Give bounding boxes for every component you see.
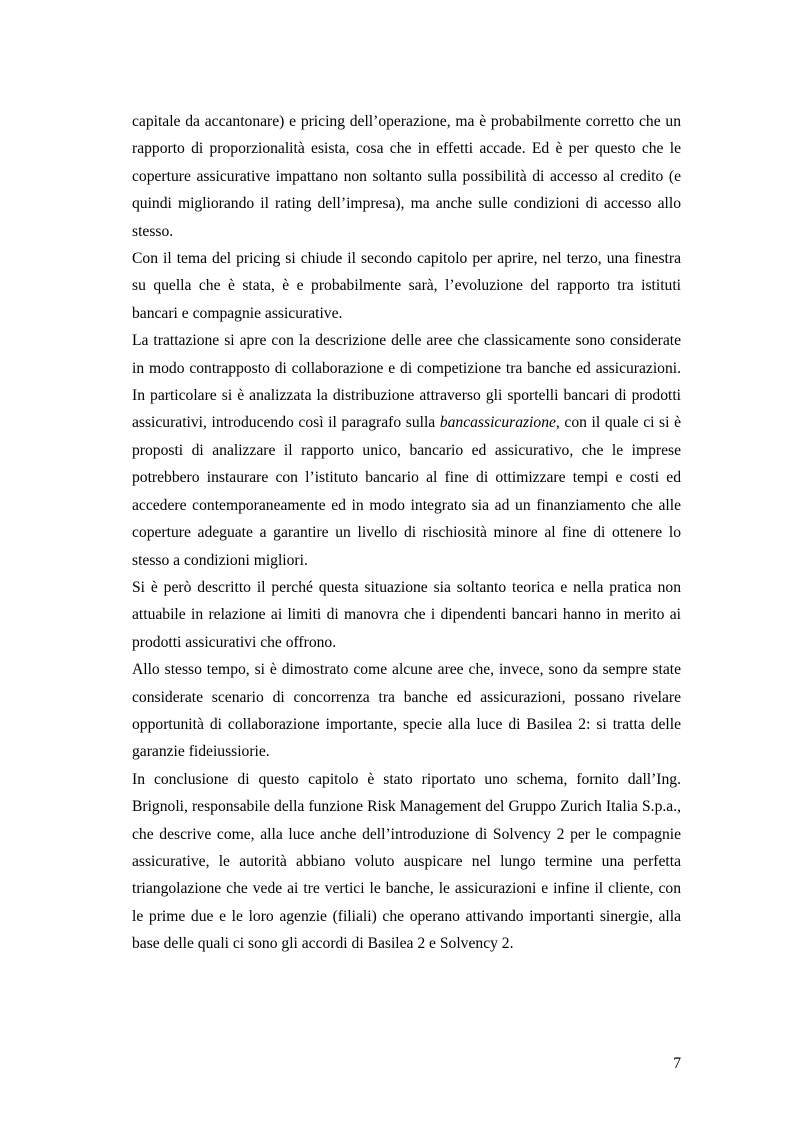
paragraph-2: Con il tema del pricing si chiude il secondo capitolo per aprire, nel terzo, una finestra su quella che è stata, è e probabilmente sarà, l’evoluzione del rapporto tra istituti bancari e compagnie assicurative. <box>132 250 681 322</box>
paragraph-4: Si è però descritto il perché questa situazione sia soltanto teorica e nella pratica non attuabile in relazione ai limiti di manovra che i dipendenti bancari hanno in merito ai prodotti assicurativi che offrono. <box>132 578 681 651</box>
paragraph-3-emphasis: bancassicurazione <box>439 414 556 432</box>
paragraph-3-part-2: , con il quale ci si è proposti di analizzare il rapporto unico, bancario ed assicurativo, che le imprese potrebbero instaurare con l’istituto bancario al fine di ottimizzare tempi e costi ed accedere contemporaneamente ed in modo integrato sia ad un finanziamento che alle coperture adeguate a garantire un livello di rischiosità minore al fine di ottenere lo stesso a condizioni migliori. <box>132 414 681 569</box>
paragraph-5: Allo stesso tempo, si è dimostrato come alcune aree che, invece, sono da sempre state considerate scenario di concorrenza tra banche ed assicurazioni, possano rivelare opportunità di collaborazione importante, specie alla luce di Basilea 2: si tratta delle garanzie fideiussiorie. <box>132 661 681 761</box>
page-number: 7 <box>673 1055 681 1072</box>
paragraph-6: In conclusione di questo capitolo è stato riportato uno schema, fornito dall’Ing. Brignoli, responsabile della funzione Risk Management del Gruppo Zurich Italia S.p.a., che descrive come, alla luce anche dell’introduzione di Solvency 2 per le compagnie assicurative, le autorità abbiano voluto auspicare nel lungo termine una perfetta triangolazione che vede ai tre vertici le banche, le assicurazioni e infine il cliente, con le prime due e le loro agenzie (filiali) che operano attivando importanti sinergie, alla base delle quali ci sono gli accordi di Basilea 2 e Solvency 2. <box>132 770 681 953</box>
paragraph-3 <box>132 327 681 574</box>
body-text <box>132 108 681 958</box>
paragraph-3-part-1: La trattazione si apre con la descrizione delle aree che classicamente sono considerate in modo contrapposto di collaborazione e di competizione tra banche ed assicurazioni. In particolare si è analizzata la distribuzione attraverso gli sportelli bancari di prodotti assicurativi, introducendo così il paragrafo sulla <box>132 332 681 432</box>
paragraph-1: capitale da accantonare) e pricing dell’operazione, ma è probabilmente corretto che un rapporto di proporzionalità esista, cosa che in effetti accade. Ed è per questo che le coperture assicurative impattano non soltanto sulla possibilità di accesso al credito (e quindi migliorando il rating dell’impresa), ma anche sulle condizioni di accesso allo stesso. <box>132 113 681 240</box>
